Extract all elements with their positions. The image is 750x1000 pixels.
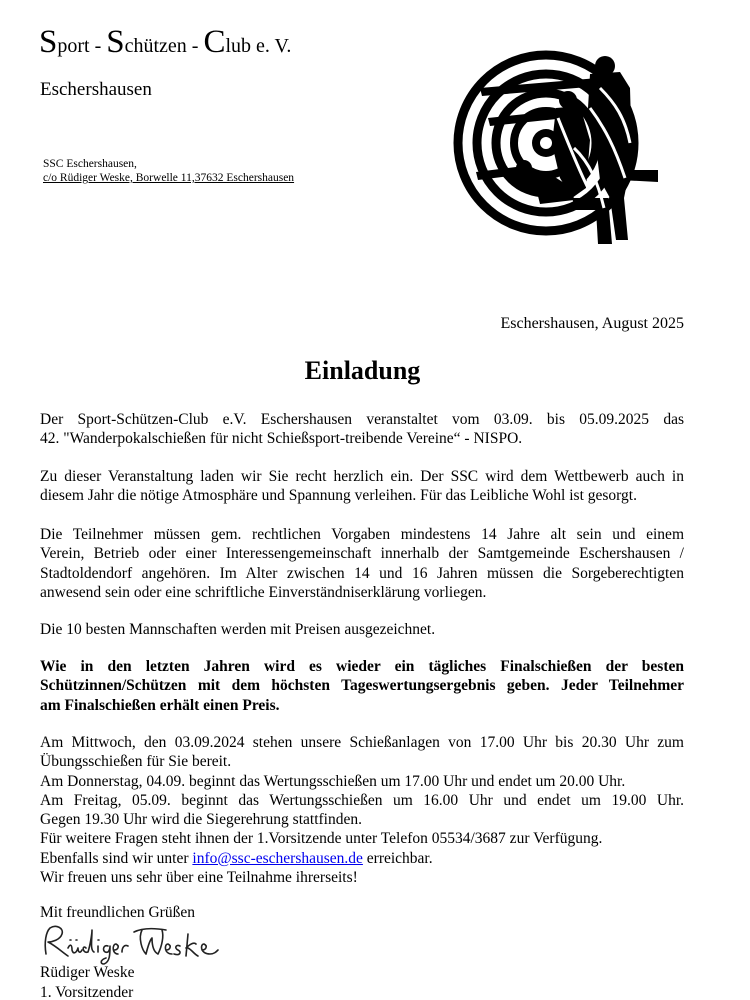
club-city: Eschershausen — [40, 79, 152, 100]
contact-line — [40, 849, 684, 868]
paragraph-line: Am Donnerstag, 04.09. beginnt das Wertungsschießen um 17.00 Uhr und endet um 20.00 Uhr. — [40, 772, 626, 790]
signer-block — [40, 963, 134, 1000]
club-name-part-3: lub e. V. — [225, 35, 292, 57]
paragraph-line: am Finalschießen erhält einen Preis. — [40, 696, 280, 714]
club-name-part-1: port - — [57, 35, 107, 57]
paragraph-prizes — [40, 620, 684, 639]
signer-role: 1. Vorsitzender — [40, 984, 134, 1000]
paragraph-line: Die Teilnehmer müssen gem. rechtlichen Vorgaben mindestens 14 Jahre alt sein und einem — [40, 526, 684, 543]
contact-suffix: erreichbar. — [362, 849, 433, 867]
paragraph-line: Wie in den letzten Jahren wird es wieder ein tägliches Finalschießen der besten — [40, 658, 684, 675]
club-name — [39, 24, 291, 64]
paragraph-line: Gegen 19.30 Uhr wird die Siegerehrung stattfinden. — [40, 811, 362, 829]
sender-address-block — [43, 157, 294, 185]
paragraph-line: Am Mittwoch, den 03.09.2024 stehen unsere Schießanlagen von 17.00 Uhr bis 20.30 Uhr zum — [40, 734, 684, 751]
email-link[interactable]: info@ssc-eschershausen.de — [192, 849, 363, 867]
paragraph-event-intro — [40, 410, 684, 449]
sender-line-2: c/o Rüdiger Weske, Borwelle 11,37632 Eschershausen — [43, 172, 295, 184]
sender-line-1: SSC Eschershausen, — [43, 158, 137, 170]
paragraph-line: Verein, Betrieb oder einer Interessengemeinschaft innerhalb der Samtgemeinde Eschershausen / — [40, 545, 684, 563]
club-name-part-2: chützen - — [124, 35, 204, 57]
paragraph-line: 42. "Wanderpokalschießen für nicht Schießsport-treibende Vereine“ - NISPO. — [40, 430, 523, 448]
club-name-initial-s2: S — [106, 24, 125, 60]
club-name-initial-c: C — [203, 24, 226, 60]
paragraph-line: Stadtoldendorf angehören. Im Alter zwischen 14 und 16 Jahren müssen die Sorgeberechtigten — [40, 564, 684, 582]
paragraph-line: Wir freuen uns sehr über eine Teilnahme ihrerseits! — [40, 869, 358, 887]
club-name-initial-s1: S — [39, 24, 58, 60]
contact-prefix: Ebenfalls sind wir unter — [40, 849, 193, 867]
paragraph-line: anwesend sein oder eine schriftliche Einverständniserklärung vorliegen. — [40, 583, 487, 601]
signer-name: Rüdiger Weske — [40, 964, 135, 981]
paragraph-schedule — [40, 733, 684, 887]
place-date: Eschershausen, August 2025 — [500, 315, 684, 332]
paragraph-line: Am Freitag, 05.09. beginnt das Wertungsschießen um 16.00 Uhr und endet um 19.00 Uhr. — [40, 791, 684, 809]
closing-greeting: Mit freundlichen Grüßen — [40, 904, 195, 921]
paragraph-line: Der Sport-Schützen-Club e.V. Eschershausen veranstaltet vom 03.09. bis 05.09.2025 das — [40, 411, 684, 428]
paragraph-line: Für weitere Fragen steht ihnen der 1.Vorsitzende unter Telefon 05534/3687 zur Verfügung. — [40, 830, 603, 848]
handwritten-signature — [38, 920, 222, 968]
paragraph-line: Schützinnen/Schützen mit dem höchsten Tageswertungsergebnis geben. Jeder Teilnehmer — [40, 677, 684, 695]
paragraph-final-shooting — [40, 657, 684, 715]
shooting-target-logo-icon — [440, 48, 662, 244]
paragraph-invitation — [40, 467, 684, 506]
page-title: Einladung — [304, 356, 421, 385]
paragraph-line: Die 10 besten Mannschaften werden mit Preisen ausgezeichnet. — [40, 621, 436, 638]
paragraph-line: Übungsschießen für Sie bereit. — [40, 753, 232, 771]
paragraph-line: diesem Jahr die nötige Atmosphäre und Spannung verleihen. Für das Leibliche Wohl ist gesorgt. — [40, 487, 637, 505]
paragraph-participation-rules — [40, 525, 684, 602]
paragraph-line: Zu dieser Veranstaltung laden wir Sie recht herzlich ein. Der SSC wird dem Wettbewerb auch in — [40, 468, 684, 485]
